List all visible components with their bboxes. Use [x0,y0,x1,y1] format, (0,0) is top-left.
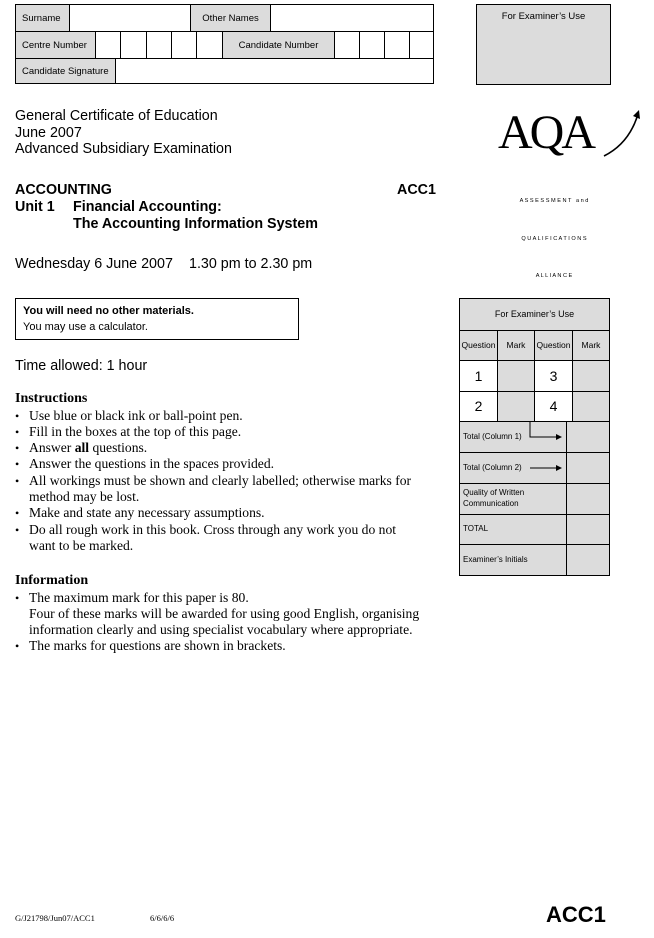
question-number: 2 [474,398,483,414]
information-item [15,590,431,639]
information-text: The marks for questions are shown in brackets. [29,638,286,654]
question-mark-cell[interactable] [498,361,534,391]
examiner-initials-label: Examiner’s Initials [463,555,528,564]
arrow-right-icon [526,421,566,443]
question-number-cell [460,361,497,391]
instructions-section [15,391,437,554]
candidate-number-label-text: Candidate Number [238,39,319,51]
examiner-marks-table [459,298,610,576]
candidate-signature-label [16,59,115,83]
unit-title [73,199,318,233]
instruction-item [15,505,437,521]
centre-number-label [16,32,95,58]
candidate-number-box-1[interactable] [334,32,359,58]
other-names-field[interactable] [270,5,434,31]
examiner-use-box [476,4,611,85]
question-mark-cell[interactable] [498,392,534,421]
col-question-header: Question [536,340,571,350]
instruction-emphasis: all [74,440,90,456]
question-number: 4 [549,398,558,414]
other-names-label-text: Other Names [202,12,259,24]
table-line [460,483,609,484]
question-number-cell [460,392,497,421]
instruction-text: Answer the questions in the spaces provided. [29,456,275,472]
table-line [460,514,609,515]
surname-field[interactable] [69,5,190,31]
table-line [460,452,609,453]
qualification-title [15,108,232,158]
col-question-header: Question [461,340,496,350]
centre-number-box-5[interactable] [196,32,222,58]
question-mark-cell[interactable] [573,392,609,421]
centre-number-box-3[interactable] [146,32,171,58]
exam-time: 1.30 pm to 2.30 pm [189,256,313,272]
instructions-heading: Instructions [15,391,88,406]
instruction-item [15,473,437,506]
instruction-text: Make and state any necessary assumptions. [29,505,265,521]
instruction-text: Fill in the boxes at the top of this page. [29,423,242,439]
information-list [15,590,431,655]
table-line [460,544,609,545]
aqa-logo-tagline [492,170,616,308]
session-line: June 2007 [15,124,82,141]
table-line [566,421,567,576]
candidate-number-box-2[interactable] [359,32,384,58]
col-mark-header: Mark [581,340,601,350]
instruction-text: Use blue or black ink or ball-point pen. [29,407,243,423]
candidate-number-box-3[interactable] [384,32,409,58]
instruction-item [15,456,437,472]
centre-number-label-text: Centre Number [22,39,87,51]
question-mark-cell[interactable] [573,361,609,391]
surname-label [16,5,69,31]
instruction-item [15,424,437,440]
materials-line-2: You may use a calculator. [23,320,148,333]
examiner-table-title: For Examiner’s Use [494,309,575,319]
information-heading: Information [15,573,89,588]
instruction-item [15,440,437,456]
grand-total-label: TOTAL [463,524,489,533]
candidate-number-box-4[interactable] [409,32,434,58]
arrow-right-icon [530,463,564,473]
information-text: • The maximum mark for this paper is 80. [29,589,249,605]
question-number: 3 [549,368,558,384]
candidate-number-label [222,32,334,58]
total-column-2-label: Total (Column 2) [463,463,522,472]
footer-reference: G/J21798/Jun07/ACC1 [15,913,95,923]
centre-number-box-1[interactable] [95,32,120,58]
unit-title-line-2: The Accounting Information System [73,216,318,232]
question-number-cell [535,392,572,421]
subject-title: ACCOUNTING [15,182,112,198]
centre-number-box-2[interactable] [120,32,146,58]
instruction-text: Do all rough work in this book. Cross through any work you do not want to be marked. [29,521,397,553]
examiner-use-box-label: For Examiner’s Use [501,11,586,22]
aqa-logo-tagline-2: Q U A L I F I C A T I O N S [521,235,587,242]
question-number-cell [535,361,572,391]
exam-date: Wednesday 6 June 2007 [15,256,173,272]
instruction-text: Answer [29,440,75,456]
candidate-signature-field[interactable] [115,59,434,83]
instruction-text: questions. [89,440,148,456]
information-text: Four of these marks will be awarded for using good English, organising information clearly and using specialist vocabulary where appropriate. [29,605,420,638]
instruction-item [15,522,437,555]
footer-print-code: 6/6/6/6 [150,913,175,923]
level-line: Advanced Subsidiary Examination [15,141,232,157]
centre-number-box-4[interactable] [171,32,196,58]
instruction-item [15,408,437,424]
information-item [15,638,431,654]
aqa-logo-tagline-1: A S S E S S M E N T a n d [519,198,589,204]
aqa-logo-tagline-3: A L L I A N C E [535,273,573,279]
candidate-details-form [15,4,434,84]
paper-code: ACC1 [397,182,436,198]
candidate-signature-label-text: Candidate Signature [22,65,109,77]
question-number: 1 [474,368,483,384]
col-mark-header: Mark [506,340,526,350]
aqa-logo [492,106,644,279]
instructions-list [15,408,437,555]
materials-box [15,298,299,340]
instruction-text: All workings must be shown and clearly labelled; otherwise marks for method may be lost. [29,472,412,504]
unit-number: Unit 1 [15,199,55,215]
qwc-label: Quality of Written Communication [463,488,525,508]
footer-paper-code: ACC1 [546,902,606,927]
materials-line-1: You will need no other materials. [23,305,194,317]
total-column-1-label: Total (Column 1) [463,432,522,441]
aqa-logo-text: AQA [498,106,593,159]
surname-label-text: Surname [22,12,61,24]
other-names-label [190,5,270,31]
qualification-line: General Certificate of Education [15,108,218,124]
unit-title-line-1: Financial Accounting: [73,199,222,215]
information-section [15,573,431,655]
time-allowed: Time allowed: 1 hour [15,358,148,374]
